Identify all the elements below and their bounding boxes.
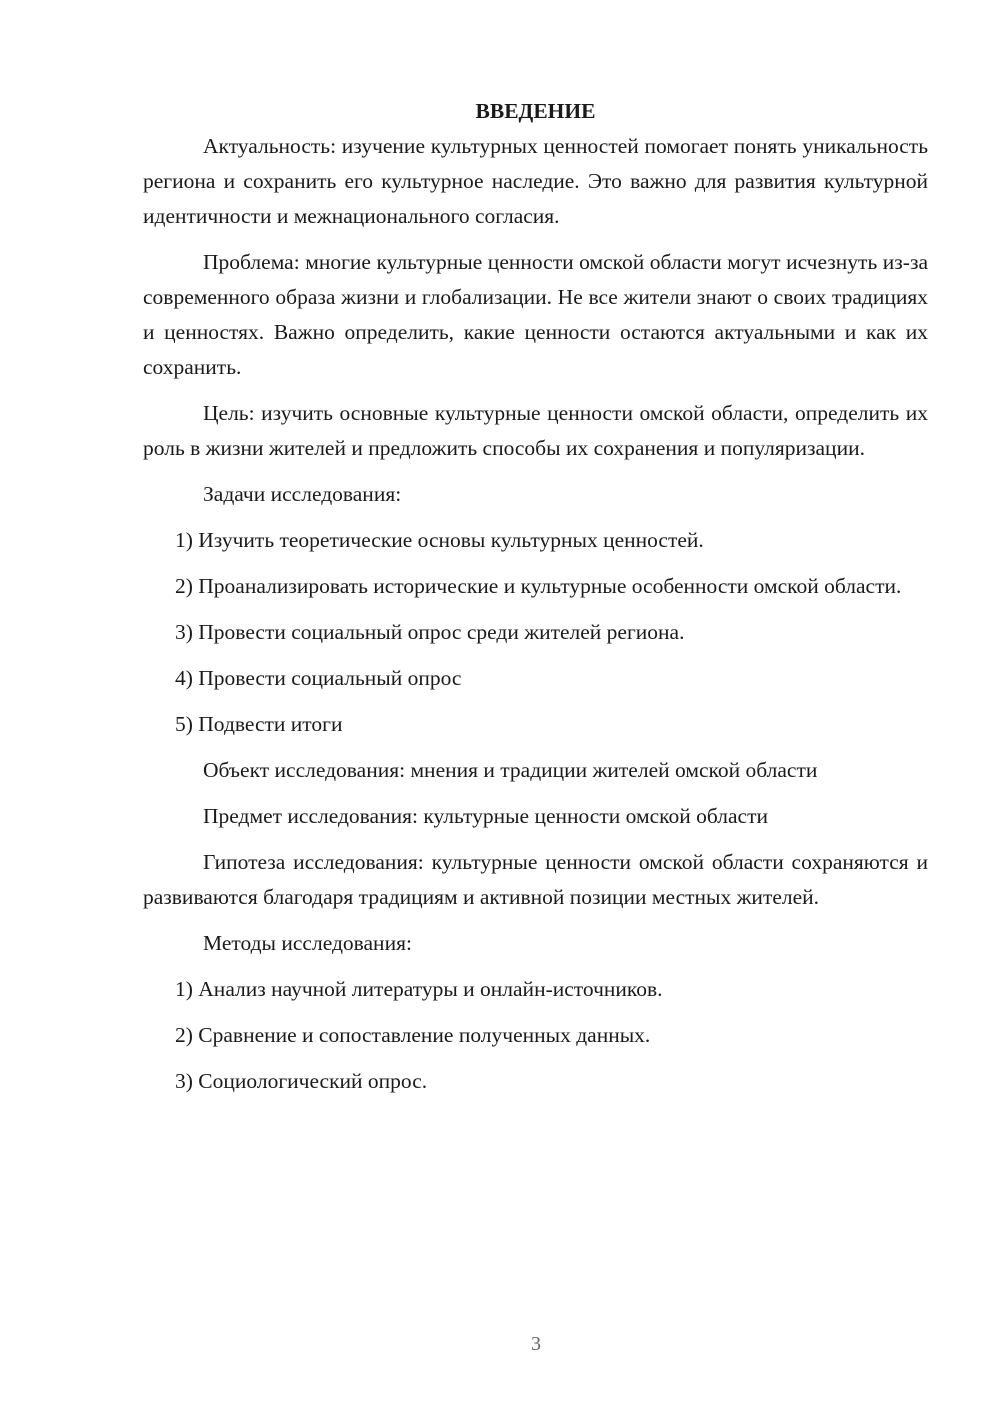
tasks-heading: Задачи исследования:: [203, 482, 402, 506]
hypothesis-paragraph: Гипотеза исследования: культурные ценности омской области сохраняются и развиваются благодаря традициям и активной позиции местных жителей.: [143, 850, 928, 909]
task-item-5: 5) Подвести итоги: [175, 712, 343, 736]
section-title: ВВЕДЕНИЕ: [475, 99, 596, 123]
page-content: [143, 94, 928, 1110]
subject-paragraph: Предмет исследования: культурные ценности омской области: [203, 804, 768, 828]
methods-heading: Методы исследования:: [203, 931, 412, 955]
method-item-1: 1) Анализ научной литературы и онлайн-источников.: [175, 977, 663, 1001]
method-item-2: 2) Сравнение и сопоставление полученных данных.: [175, 1023, 651, 1047]
relevance-paragraph: Актуальность: изучение культурных ценностей помогает понять уникальность региона и сохранить его культурное наследие. Это важно для развития культурной идентичности и межнационального согласия.: [143, 134, 928, 228]
task-item-3: 3) Провести социальный опрос среди жителей региона.: [175, 620, 685, 644]
method-item-3: 3) Социологический опрос.: [175, 1069, 428, 1093]
task-item-2: 2) Проанализировать исторические и культурные особенности омской области.: [175, 574, 902, 598]
goal-paragraph: Цель: изучить основные культурные ценности омской области, определить их роль в жизни жителей и предложить способы их сохранения и популяризации.: [143, 401, 928, 460]
task-item-4: 4) Провести социальный опрос: [175, 666, 462, 690]
task-item-1: 1) Изучить теоретические основы культурных ценностей.: [175, 528, 704, 552]
object-paragraph: Объект исследования: мнения и традиции жителей омской области: [203, 758, 818, 782]
problem-paragraph: Проблема: многие культурные ценности омской области могут исчезнуть из-за современного образа жизни и глобализации. Не все жители знают о своих традициях и ценностях. Важно определить, какие ценности остаются актуальными и как их сохранить.: [143, 250, 928, 379]
page-number: 3: [531, 1333, 541, 1355]
